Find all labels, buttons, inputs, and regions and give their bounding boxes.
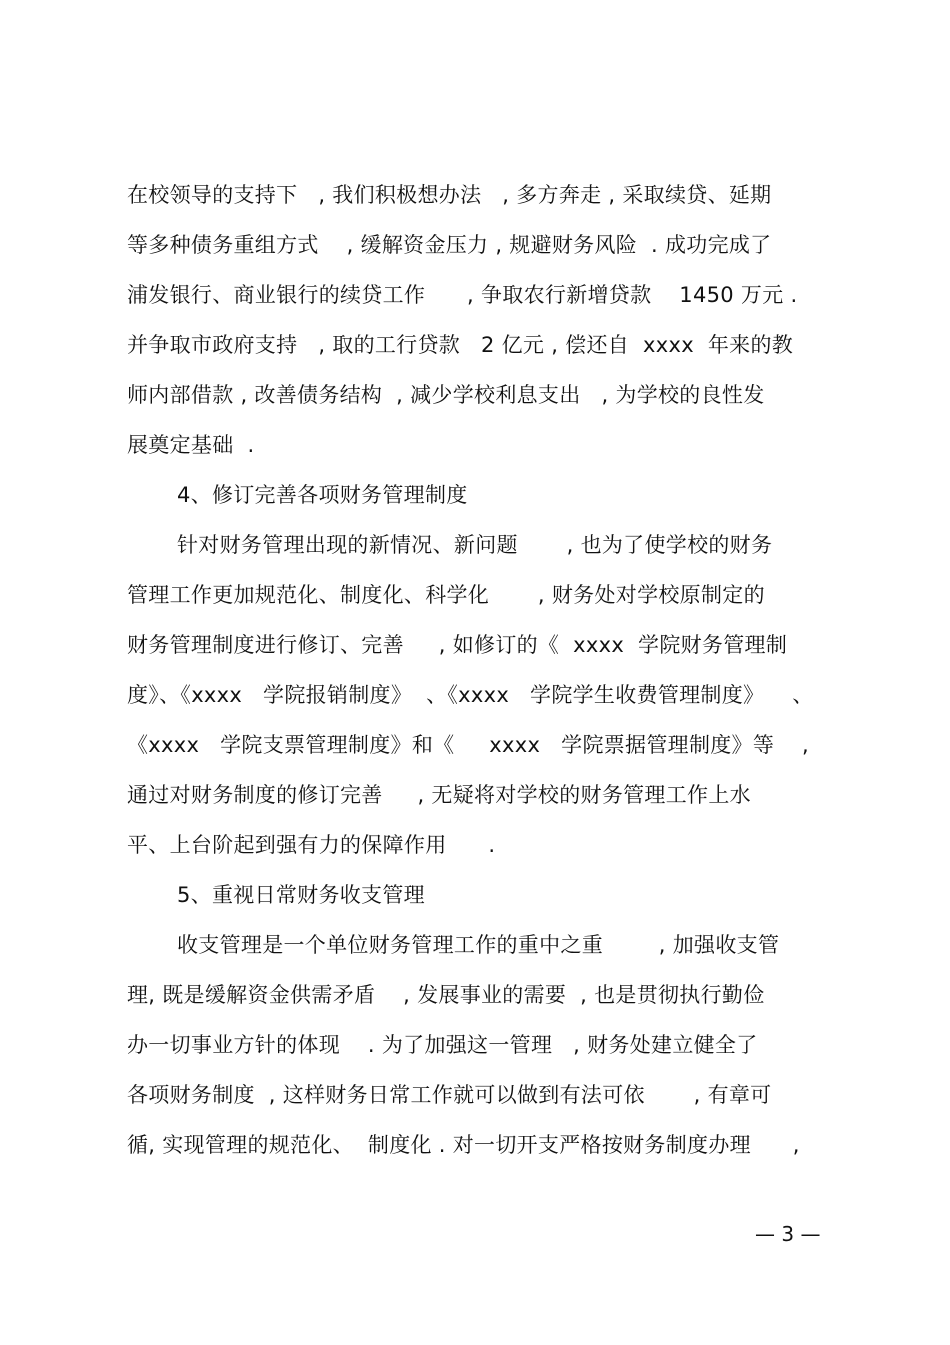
page-number: — 3 — <box>755 1222 821 1246</box>
body-line-6: 展奠定基础 . <box>127 433 255 457</box>
section-heading-4: 4、修订完善各项财务管理制度 <box>177 483 468 507</box>
body-line-13: 通过对财务制度的修订完善 , 无疑将对学校的财务管理工作上水 <box>127 783 751 807</box>
body-line-17: 理, 既是缓解资金供需矛盾 , 发展事业的需要 , 也是贯彻执行勤俭 <box>127 983 765 1007</box>
body-line-14: 平、上台阶起到强有力的保障作用 . <box>127 833 496 857</box>
body-line-11: 度》、《xxxx 学院报销制度》 、《xxxx 学院学生收费管理制度》 、 <box>127 683 814 707</box>
section-heading-5: 5、重视日常财务收支管理 <box>177 883 425 907</box>
body-line-19: 各项财务制度 , 这样财务日常工作就可以做到有法可依 , 有章可 <box>127 1083 772 1107</box>
body-line-8: 针对财务管理出现的新情况、新问题 , 也为了使学校的财务 <box>177 533 773 557</box>
body-line-5: 师内部借款 , 改善债务结构 , 减少学校利息支出 , 为学校的良性发 <box>127 383 765 407</box>
body-line-4: 并争取市政府支持 , 取的工行贷款 2 亿元 , 偿还自 xxxx 年来的教 <box>127 333 794 357</box>
body-line-18: 办一切事业方针的体现 . 为了加强这一管理 , 财务处建立健全了 <box>127 1033 758 1057</box>
body-line-1: 在校领导的支持下 , 我们积极想办法 , 多方奔走 , 采取续贷、延期 <box>127 183 772 207</box>
body-line-9: 管理工作更加规范化、制度化、科学化 , 财务处对学校原制定的 <box>127 583 765 607</box>
body-line-10: 财务管理制度进行修订、完善 , 如修订的《 xxxx 学院财务管理制 <box>127 633 788 657</box>
body-line-20: 循, 实现管理的规范化、 制度化 . 对一切开支严格按财务制度办理 , <box>127 1133 800 1157</box>
body-line-16: 收支管理是一个单位财务管理工作的重中之重 , 加强收支管 <box>177 933 780 957</box>
body-line-2: 等多种债务重组方式 , 缓解资金压力 , 规避财务风险 . 成功完成了 <box>127 233 772 257</box>
body-line-3: 浦发银行、商业银行的续贷工作 , 争取农行新增贷款 1450 万元 . <box>127 283 798 307</box>
body-line-12: 《xxxx 学院支票管理制度》和《 xxxx 学院票据管理制度》等 , <box>127 733 810 757</box>
